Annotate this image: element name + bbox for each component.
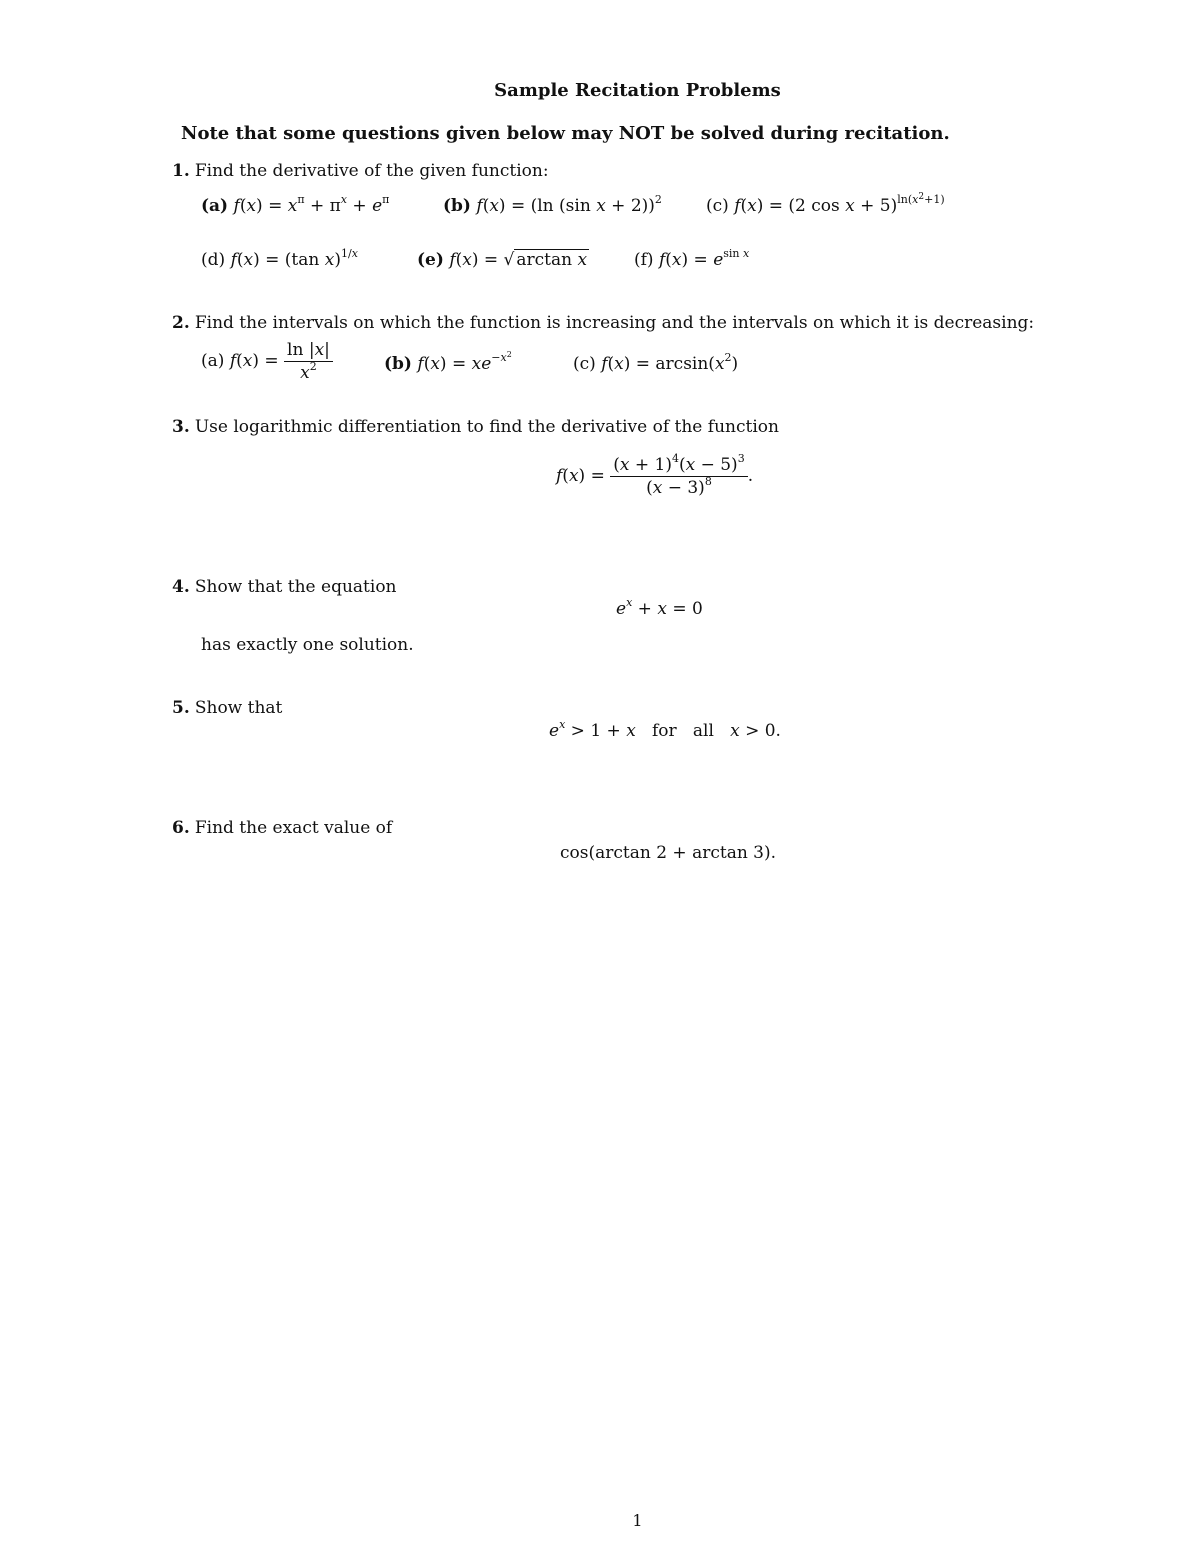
problem-text: Find the intervals on which the function is increasing and the intervals on which it is decreasing:	[194, 313, 1035, 333]
problem-4-text: has exactly one solution.	[201, 635, 414, 655]
problem-number: 4.	[172, 577, 190, 597]
problem-1e: (e) f(x) = √ arctan x	[417, 250, 588, 270]
part-label: (b)	[443, 196, 471, 216]
problem-2b: (b) $f(x) = xe^{-x^2}$	[384, 350, 512, 374]
part-label: (c)	[706, 196, 729, 216]
problem-5-heading	[172, 698, 282, 718]
part-label: (f)	[634, 250, 654, 270]
problem-4-equation: $e^x + x = 0$	[616, 596, 703, 619]
part-label: (c)	[573, 354, 596, 374]
problem-text: Use logarithmic differentiation to find the derivative of the function	[194, 417, 779, 437]
problem-number: 6.	[172, 818, 190, 838]
problem-number: 1.	[172, 161, 190, 181]
problem-4-heading	[172, 577, 397, 597]
problem-text: Show that the equation	[194, 577, 397, 597]
problem-2a: (a) f(x) = $\frac{\ln |x|}{x^2}$	[201, 340, 333, 383]
problem-number: 2.	[172, 313, 190, 333]
problem-1d: (d) f(x) = (tan x)$^{1/x}$	[201, 247, 358, 270]
part-label: (d)	[201, 250, 226, 270]
problem-6-expression: cos(arctan 2 + arctan 3).	[560, 843, 777, 863]
problem-2c: (c) $f(x) = \arcsin(x^2)$	[573, 351, 739, 374]
problem-text: Show that	[194, 698, 283, 718]
problem-text: Find the exact value of	[194, 818, 393, 838]
page-title: Sample Recitation Problems	[494, 80, 781, 101]
problem-1a: (a) $f(x) = x^\pi + \pi^x + e^\pi$	[201, 193, 390, 216]
problem-number: 3.	[172, 417, 190, 437]
problem-1b: (b) f(x) = (ln (sin x + 2))$^2$	[443, 193, 662, 216]
problem-3-formula: f(x) = $\frac{(x + 1)^4(x - 5)^3}{(x - 3)^8}$ .	[556, 452, 754, 498]
problem-1-heading	[172, 161, 549, 181]
problem-5-inequality: $e^x > 1 + x$ for all x > 0.	[549, 718, 781, 741]
problem-2-heading	[172, 313, 1034, 333]
part-label: (a)	[201, 351, 225, 371]
problem-1c: (c) f(x) = (2 cos x + 5)$^{ln(x^2+1)}$	[706, 192, 945, 216]
problem-number: 5.	[172, 698, 190, 718]
part-label: (b)	[384, 354, 412, 374]
page-number: 1	[632, 1511, 643, 1530]
problem-text: Find the derivative of the given function:	[194, 161, 549, 181]
part-label: (e)	[417, 250, 444, 270]
problem-6-heading	[172, 818, 392, 838]
problem-3-heading	[172, 417, 779, 437]
part-label: (a)	[201, 196, 229, 216]
recitation-note: Note that some questions given below may NOT be solved during recitation.	[181, 123, 950, 144]
problem-1f: (f) $f(x) = e^{sin x}$	[634, 247, 750, 270]
